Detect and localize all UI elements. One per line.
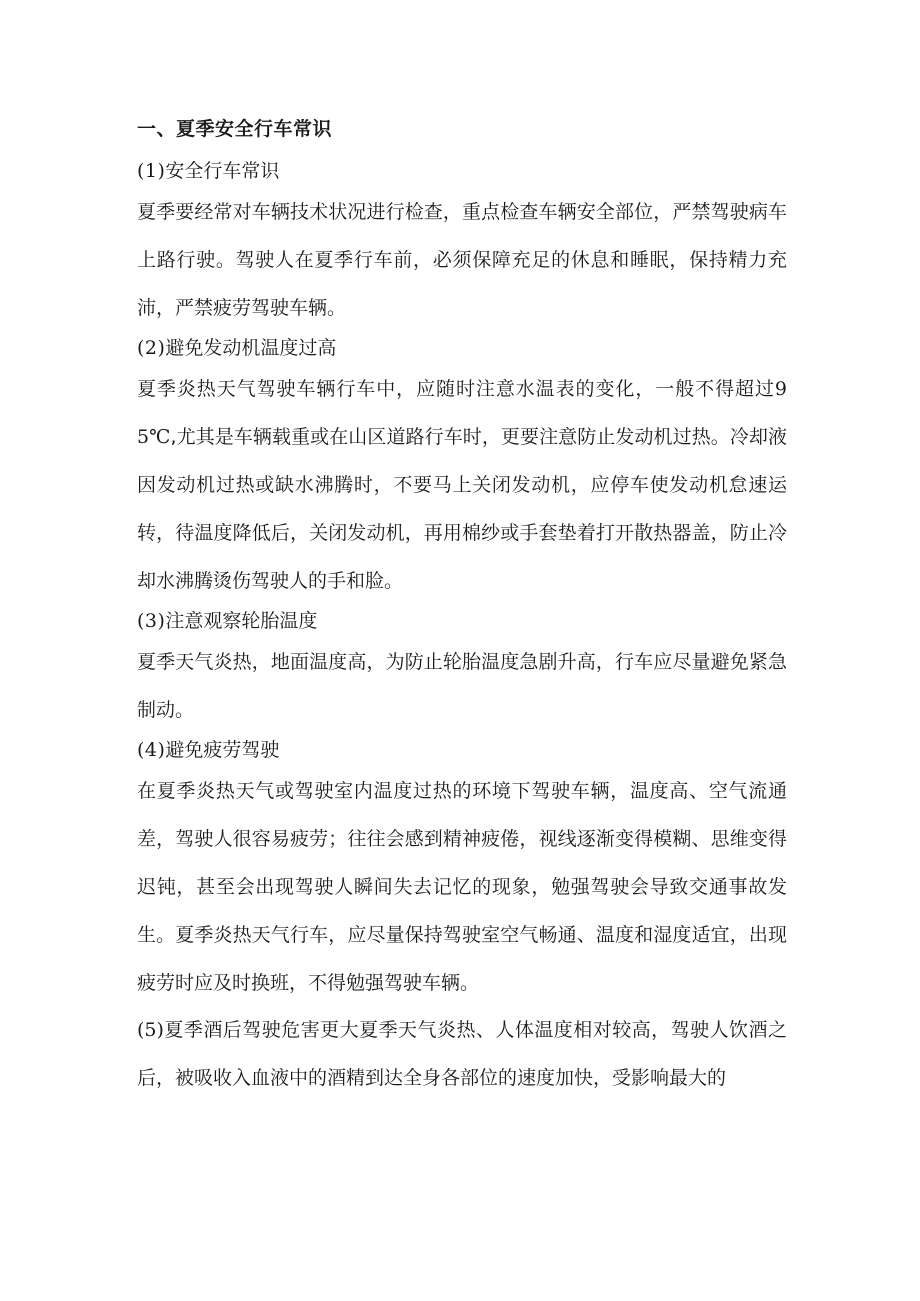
subheading-number: (4) <box>137 739 166 761</box>
subheading-title: 安全行车常识 <box>165 160 280 182</box>
subheading-number: (3) <box>137 610 166 632</box>
document-body <box>137 114 787 1102</box>
subheading-number: (2) <box>137 337 166 359</box>
subheading-number: (1) <box>137 160 166 182</box>
paragraph-text: ,尤其是车辆载重或在山区道路行车时，更要注意防止发动机过热。冷却液因发动机过热或缺水沸腾时，不要马上关闭发动机，应停车使发动机怠速运转，待温度降低后，关闭发动机，再用棉纱或手套垫着打开散热器盖，防止冷却水沸腾烫伤驾驶人的手和脸。 <box>137 426 787 592</box>
paragraph-text: 夏季炎热天气驾驶车辆行车中，应随时注意水温表的变化，一般不得超过 <box>137 378 775 400</box>
subheading-1 <box>137 156 787 186</box>
paragraph-1: 夏季要经常对车辆技术状况进行检查，重点检查车辆安全部位，严禁驾驶病车上路行驶。驾驶人在夏季行车前，必须保障充足的休息和睡眠，保持精力充沛，严禁疲劳驾驶车辆。 <box>137 201 787 319</box>
paragraph-3: 夏季天气炎热，地面温度高，为防止轮胎温度急剧升高，行车应尽量避免紧急制动。 <box>137 651 787 721</box>
subheading-title: 避免发动机温度过高 <box>165 337 337 359</box>
paragraph-5 <box>137 1006 787 1102</box>
paragraph-text: 夏季酒后驾驶危害更大夏季天气炎热、人体温度相对较高，驾驶人饮酒之后，被吸收入血液中的酒精到达全身各部位的速度加快，受影响最大的 <box>137 1019 787 1089</box>
temperature-value: 95℃ <box>137 378 787 448</box>
section-heading: 一、夏季安全行车常识 <box>137 118 333 140</box>
paragraph-2 <box>137 365 787 605</box>
subheading-4 <box>137 735 787 765</box>
subheading-title: 避免疲劳驾驶 <box>165 739 280 761</box>
subheading-number: (5) <box>137 1019 164 1041</box>
subheading-2 <box>137 333 787 363</box>
paragraph-4: 在夏季炎热天气或驾驶室内温度过热的环境下驾驶车辆，温度高、空气流通差，驾驶人很容易疲劳；往往会感到精神疲倦，视线逐渐变得模糊、思维变得迟钝，甚至会出现驾驶人瞬间失去记忆的现象，勉强驾驶会导致交通事故发生。夏季炎热天气行车，应尽量保持驾驶室空气畅通、温度和湿度适宜，出现疲劳时应及时换班，不得勉强驾驶车辆。 <box>137 780 787 994</box>
subheading-title: 注意观察轮胎温度 <box>165 610 318 632</box>
subheading-3 <box>137 606 787 636</box>
